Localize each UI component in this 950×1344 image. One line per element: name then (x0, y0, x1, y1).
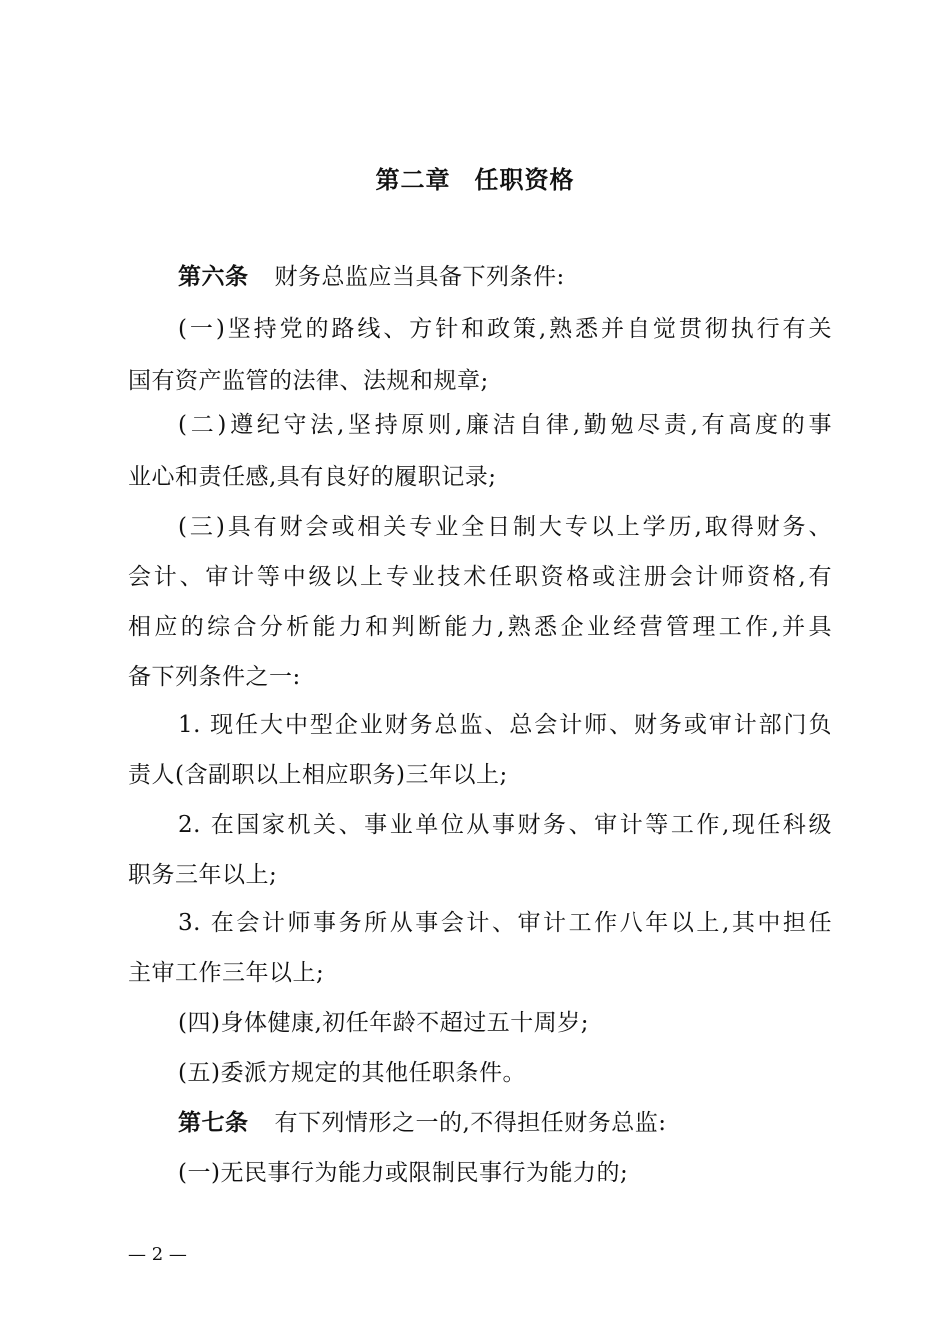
article-6-item5: (五)委派方规定的其他任职条件。 (178, 1060, 526, 1086)
chapter-number: 第二章 (375, 166, 451, 194)
article-6-item2-line1: (二)遵纪守法,坚持原则,廉洁自律,勤勉尽责,有高度的事 (178, 412, 832, 438)
article-6-sub2-line1: 2. 在国家机关、事业单位从事财务、审计等工作,现任科级 (178, 812, 832, 838)
article-6-sub1-line1: 1. 现任大中型企业财务总监、总会计师、财务或审计部门负 (178, 712, 832, 738)
article-6-item3-line2: 会计、审计等中级以上专业技术任职资格或注册会计师资格,有 (128, 564, 832, 590)
article-7-intro (178, 1108, 832, 1138)
article-6-item3-line3: 相应的综合分析能力和判断能力,熟悉企业经营管理工作,并具 (128, 614, 832, 640)
article-6-item2-line2: 业心和责任感,具有良好的履职记录; (128, 464, 497, 490)
article-6-sub3-line1: 3. 在会计师事务所从事会计、审计工作八年以上,其中担任 (178, 910, 832, 936)
article-7-label: 第七条 (178, 1110, 249, 1136)
article-6-sub3-line2: 主审工作三年以上; (128, 960, 325, 986)
article-7-intro-text: 有下列情形之一的,不得担任财务总监: (274, 1110, 667, 1136)
article-6-item3-line1: (三)具有财会或相关专业全日制大专以上学历,取得财务、 (178, 514, 832, 540)
article-6-item3-line4: 备下列条件之一: (128, 664, 301, 690)
article-6-item1-line2: 国有资产监管的法律、法规和规章; (128, 368, 489, 394)
article-6-intro-text: 财务总监应当具备下列条件: (274, 264, 565, 290)
article-6-item1-line1: (一)坚持党的路线、方针和政策,熟悉并自觉贯彻执行有关 (178, 316, 832, 342)
article-6-sub2-line2: 职务三年以上; (128, 862, 278, 888)
article-6-intro (178, 262, 832, 292)
article-6-label: 第六条 (178, 264, 249, 290)
page-number: — 2 — (128, 1244, 187, 1265)
article-6-sub1-line2: 责人(含副职以上相应职务)三年以上; (128, 762, 508, 788)
chapter-title (0, 160, 950, 195)
article-6-item4: (四)身体健康,初任年龄不超过五十周岁; (178, 1010, 590, 1036)
chapter-heading: 任职资格 (474, 166, 575, 194)
article-7-item1: (一)无民事行为能力或限制民事行为能力的; (178, 1160, 629, 1186)
